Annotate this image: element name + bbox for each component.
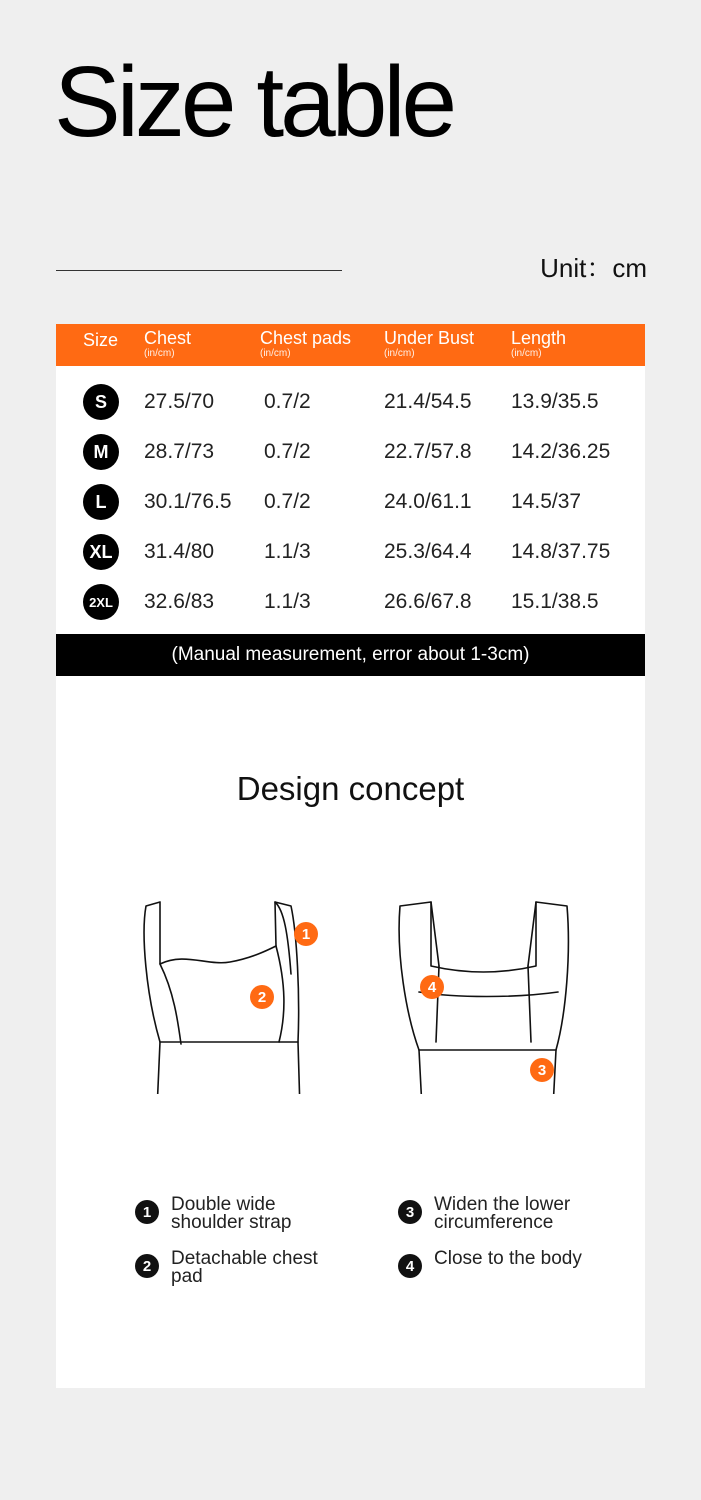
length-value: 14.8/37.75	[511, 540, 611, 563]
pads-value: 0.7/2	[264, 440, 311, 463]
marker-2-icon	[250, 985, 274, 1009]
front-view-illustration	[144, 902, 300, 1094]
legend-text: Double wide shoulder strap	[171, 1194, 292, 1233]
length-value: 14.5/37	[511, 490, 582, 513]
design-concept-title: Design concept	[236, 770, 465, 807]
marker-4-icon	[420, 975, 444, 999]
length-value: 13.9/35.5	[511, 390, 599, 413]
header-chest: Chest (in/cm)	[144, 328, 192, 359]
table-row	[56, 426, 645, 476]
table-row	[56, 526, 645, 576]
length-value: 15.1/38.5	[511, 590, 599, 613]
legend-number-icon: 3	[398, 1200, 422, 1224]
measurement-note: (Manual measurement, error about 1-3cm)	[56, 634, 645, 676]
legend-text: Detachable chest pad	[171, 1248, 318, 1287]
svg-text:3: 3	[537, 1062, 547, 1079]
size-badge: 2XL	[83, 584, 119, 620]
length-value: 14.2/36.25	[511, 440, 611, 463]
table-row	[56, 576, 645, 626]
svg-text:2: 2	[257, 989, 267, 1006]
marker-1-icon	[294, 922, 318, 946]
page-title: Size table	[54, 46, 454, 158]
svg-text:1: 1	[301, 926, 311, 943]
header-under-bust: Under Bust (in/cm)	[384, 328, 475, 359]
legend-item	[398, 1250, 614, 1278]
under-bust-value: 26.6/67.8	[384, 590, 472, 613]
table-row	[56, 376, 645, 426]
legend-number-icon: 4	[398, 1254, 422, 1278]
under-bust-value: 25.3/64.4	[384, 540, 472, 563]
legend-item	[398, 1196, 614, 1232]
under-bust-value: 24.0/61.1	[384, 490, 472, 513]
header-chest-pads: Chest pads (in/cm)	[260, 328, 352, 359]
content-panel	[56, 324, 645, 1388]
size-badge: L	[83, 484, 119, 520]
table-row	[56, 476, 645, 526]
pads-value: 1.1/3	[264, 590, 311, 613]
legend-item	[135, 1196, 351, 1232]
legend-text: Close to the body	[434, 1248, 582, 1269]
svg-text:4: 4	[427, 979, 437, 996]
pads-value: 1.1/3	[264, 540, 311, 563]
chest-value: 30.1/76.5	[144, 490, 232, 513]
table-header	[56, 324, 645, 366]
legend-text: Widen the lower circumference	[434, 1194, 571, 1233]
under-bust-value: 22.7/57.8	[384, 440, 472, 463]
size-badge: S	[83, 384, 119, 420]
marker-3-icon	[530, 1058, 554, 1082]
legend-item	[135, 1250, 351, 1286]
chest-value: 27.5/70	[144, 390, 215, 413]
legend-number-icon: 2	[135, 1254, 159, 1278]
legend-number-icon: 1	[135, 1200, 159, 1224]
pads-value: 0.7/2	[264, 490, 311, 513]
unit-label: Unit：cm	[540, 253, 647, 283]
garment-illustrations	[56, 894, 645, 1094]
size-badge: XL	[83, 534, 119, 570]
header-length: Length (in/cm)	[511, 328, 567, 359]
chest-value: 31.4/80	[144, 540, 215, 563]
size-badge: M	[83, 434, 119, 470]
under-bust-value: 21.4/54.5	[384, 390, 472, 413]
chest-value: 32.6/83	[144, 590, 215, 613]
pads-value: 0.7/2	[264, 390, 311, 413]
header-size: Size	[83, 330, 119, 350]
divider-line	[56, 270, 342, 271]
chest-value: 28.7/73	[144, 440, 215, 463]
